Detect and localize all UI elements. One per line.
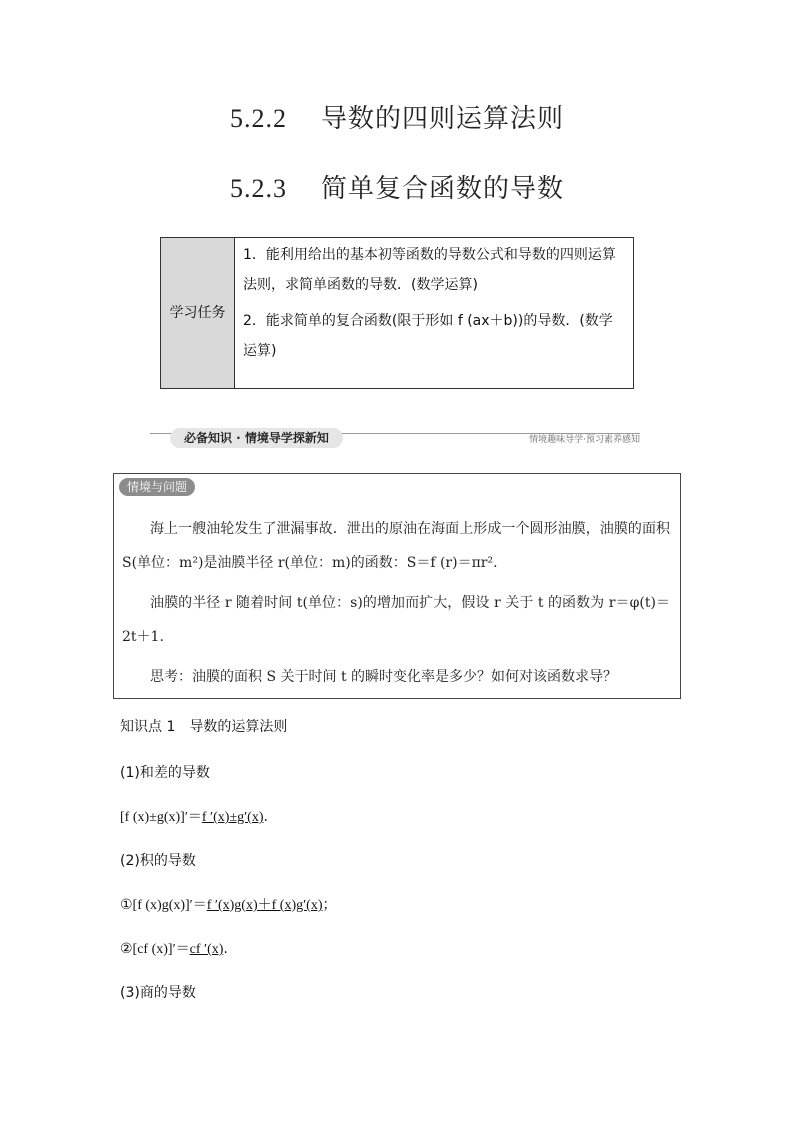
formula-end: . <box>223 941 228 957</box>
formula-product-rule <box>120 894 337 914</box>
section-title-5-2-3 <box>0 168 794 205</box>
section-number: 5.2.2 <box>229 104 287 133</box>
knowledge-point-heading: 知识点 1 导数的运算法则 <box>120 719 288 735</box>
formula-answer: f ′(x)g(x)＋f (x)g′(x) <box>206 898 323 913</box>
formula-answer: f ′(x)±g′(x) <box>201 810 264 825</box>
section-heading: 导数的四则运算法则 <box>320 104 564 134</box>
banner-subtitle: 情境趣味导学·预习素养感知 <box>529 435 640 445</box>
formula-sum-rule <box>120 806 268 826</box>
scenario-box <box>113 473 681 699</box>
scenario-question: 思考：油膜的面积 S 关于时间 t 的瞬时变化率是多少？如何对该函数求导？ <box>150 669 618 685</box>
learning-task-item: 2．能求简单的复合函数(限于形如 f (ax＋b))的导数．(数学运算) <box>243 313 613 359</box>
section-title-5-2-2 <box>0 98 794 135</box>
learning-task-body <box>235 238 633 388</box>
formula-lhs: ①[f (x)g(x)]′＝ <box>120 898 207 913</box>
formula-end: . <box>263 809 268 825</box>
learning-task-item: 1．能利用给出的基本初等函数的导数公式和导数的四则运算法则，求简单函数的导数．(数学运算) <box>243 247 616 293</box>
subsection-product-rule: (2)积的导数 <box>120 853 196 869</box>
section-heading: 简单复合函数的导数 <box>320 174 564 204</box>
banner-label: 必备知识 · 情境导学探新知 <box>170 428 343 448</box>
learning-task-table <box>160 237 634 389</box>
formula-constant-multiple <box>120 938 228 958</box>
formula-lhs: ②[cf (x)]′＝ <box>120 942 190 957</box>
formula-answer: cf ′(x) <box>189 942 224 957</box>
learning-task-header: 学习任务 <box>161 238 235 388</box>
scenario-paragraph: 油膜的半径 r 随着时间 t(单位：s)的增加而扩大，假设 r 关于 t 的函数为 r＝φ(t)＝2t＋1. <box>122 595 670 645</box>
subsection-quotient-rule: (3)商的导数 <box>120 985 196 1001</box>
formula-end: ； <box>322 897 337 913</box>
scenario-tag: 情境与问题 <box>119 478 195 496</box>
knowledge-banner <box>150 428 640 450</box>
scenario-paragraph: 海上一艘油轮发生了泄漏事故．泄出的原油在海面上形成一个圆形油膜，油膜的面积 S(单位：m²)是油膜半径 r(单位：m)的函数：S＝f (r)＝πr². <box>122 521 670 571</box>
formula-lhs: [f (x)±g(x)]′＝ <box>120 810 202 825</box>
subsection-sum-rule: (1)和差的导数 <box>120 765 210 781</box>
section-number: 5.2.3 <box>229 174 287 203</box>
